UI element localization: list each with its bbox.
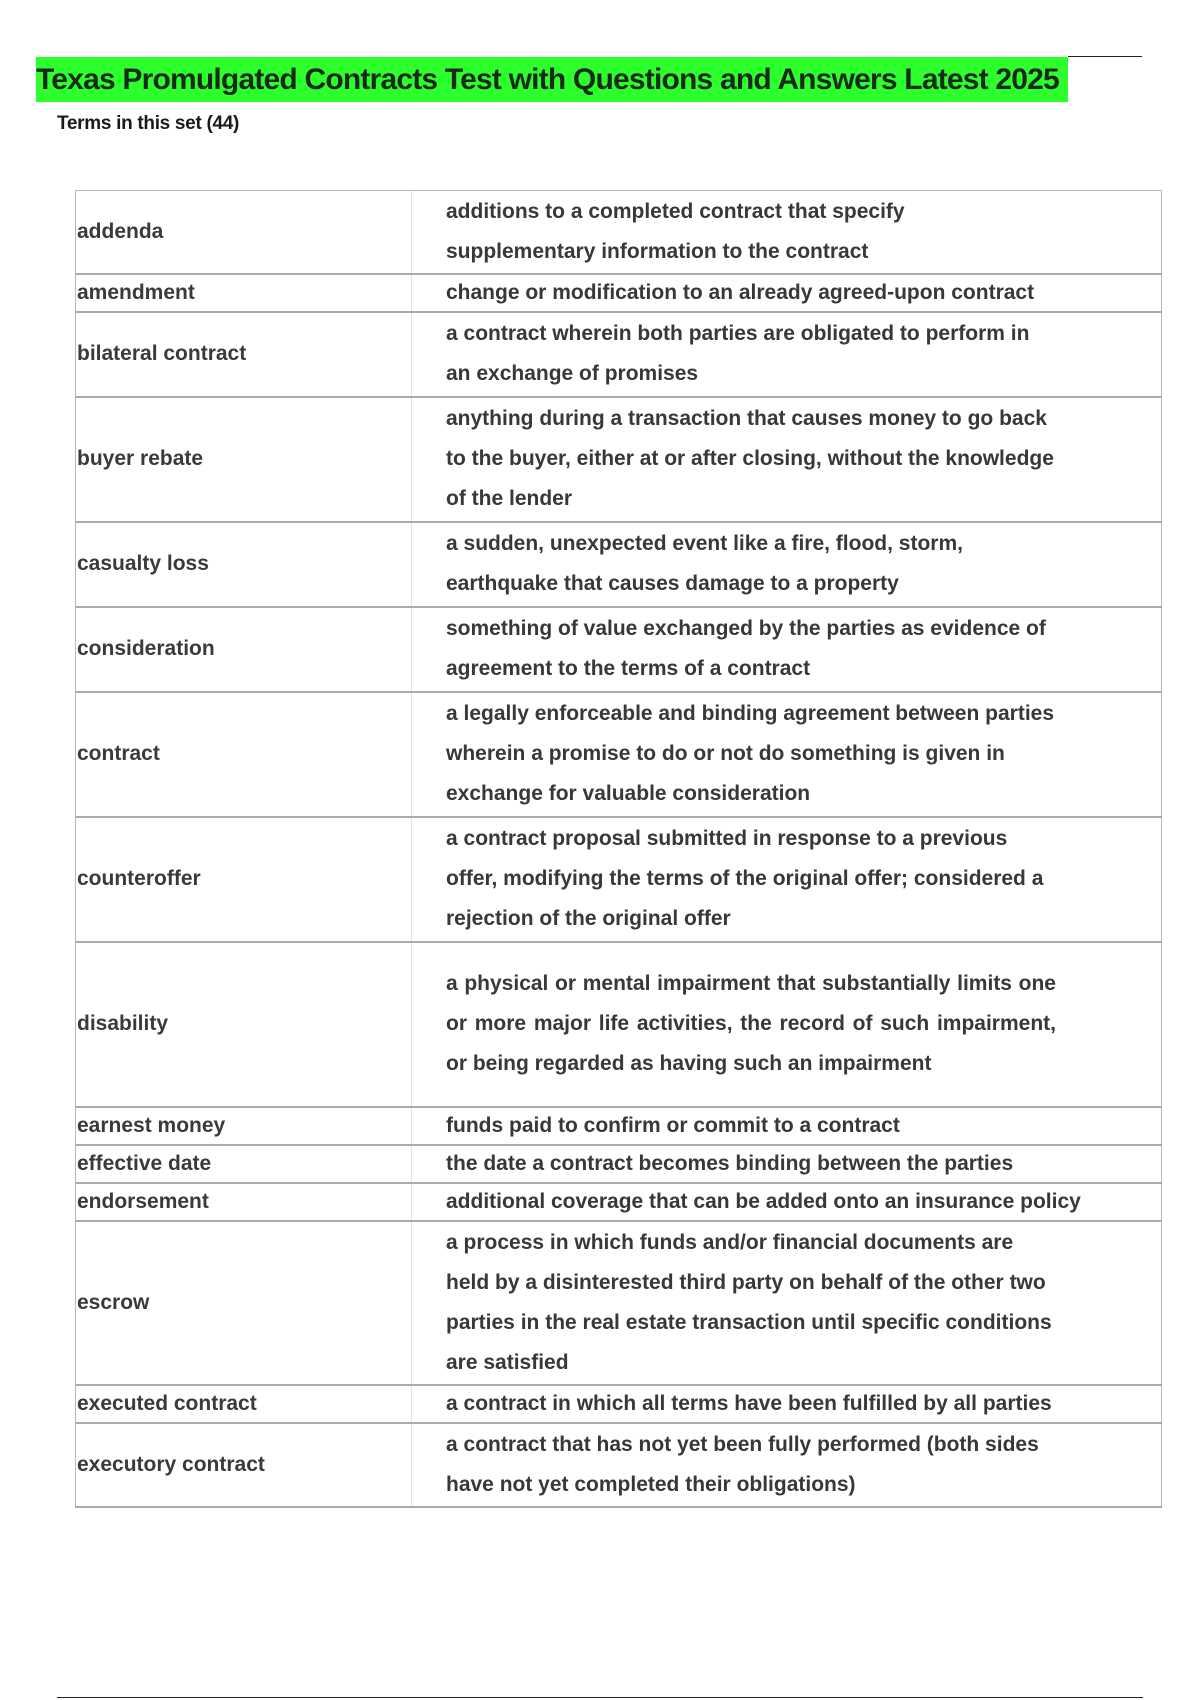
definition-cell xyxy=(412,1385,1162,1423)
table-row xyxy=(76,817,1162,942)
definition-cell xyxy=(412,522,1162,607)
table-row xyxy=(76,397,1162,522)
table-row xyxy=(76,1183,1162,1221)
definition-text: a legally enforceable and binding agreement between parties wherein a promise to do or not do something is given in exchange for valuable consideration xyxy=(446,702,1055,805)
term-cell: effective date xyxy=(76,1145,412,1183)
term-cell: executed contract xyxy=(76,1385,412,1423)
term-cell: buyer rebate xyxy=(76,397,412,522)
definition-cell xyxy=(412,1183,1162,1221)
definition-text: additional coverage that can be added onto an insurance policy xyxy=(446,1189,1081,1213)
definition-cell xyxy=(412,191,1162,274)
table-row xyxy=(76,522,1162,607)
definition-text: a contract wherein both parties are obligated to perform in an exchange of promises xyxy=(446,322,1030,385)
term-cell: counteroffer xyxy=(76,817,412,942)
table-row xyxy=(76,1385,1162,1423)
table-row xyxy=(76,1423,1162,1507)
definition-text: additions to a completed contract that specify supplementary information to the contract xyxy=(446,199,905,263)
definition-cell xyxy=(412,942,1162,1107)
definition-cell xyxy=(412,312,1162,397)
term-cell: amendment xyxy=(76,274,412,312)
term-cell: earnest money xyxy=(76,1107,412,1145)
term-cell: executory contract xyxy=(76,1423,412,1507)
table-row xyxy=(76,942,1162,1107)
bottom-rule xyxy=(57,1697,1143,1698)
definition-cell xyxy=(412,817,1162,942)
definition-cell xyxy=(412,1423,1162,1507)
term-cell: casualty loss xyxy=(76,522,412,607)
term-cell: disability xyxy=(76,942,412,1107)
term-cell: escrow xyxy=(76,1221,412,1385)
table-row xyxy=(76,274,1162,312)
term-cell: bilateral contract xyxy=(76,312,412,397)
definition-text: something of value exchanged by the parties as evidence of agreement to the terms of a contract xyxy=(446,617,1046,680)
table-row xyxy=(76,312,1162,397)
definition-text: a contract in which all terms have been fulfilled by all parties xyxy=(446,1391,1052,1415)
table-row xyxy=(76,1107,1162,1145)
table-row xyxy=(76,191,1162,274)
definition-text: a process in which funds and/or financial documents are held by a disinterested third party on behalf of the other two parties in the real estate transaction until specific conditions are satisfied xyxy=(446,1230,1052,1374)
definition-cell xyxy=(412,1221,1162,1385)
terms-count-label: Terms in this set (44) xyxy=(57,113,240,134)
terms-table xyxy=(75,190,1162,1508)
definition-cell xyxy=(412,607,1162,692)
definition-text: a contract that has not yet been fully performed (both sides have not yet completed their obligations) xyxy=(446,1432,1039,1496)
page-title: Texas Promulgated Contracts Test with Questions and Answers Latest 2025 xyxy=(36,63,1059,96)
term-cell: addenda xyxy=(76,191,412,274)
definition-text: a sudden, unexpected event like a fire, flood, storm, earthquake that causes damage to a property xyxy=(446,532,963,595)
table-row xyxy=(76,1221,1162,1385)
definition-text: change or modification to an already agreed-upon contract xyxy=(446,280,1035,304)
definition-text: funds paid to confirm or commit to a contract xyxy=(446,1113,900,1137)
definition-cell xyxy=(412,692,1162,817)
definition-cell xyxy=(412,397,1162,522)
term-cell: contract xyxy=(76,692,412,817)
definition-text: a physical or mental impairment that substantially limits one or more major life activities, the record of such impairment, or being regarded as having such an impairment xyxy=(446,972,1056,1075)
table-row xyxy=(76,692,1162,817)
definition-text: a contract proposal submitted in response to a previous offer, modifying the terms of the original offer; considered a rejection of the original offer xyxy=(446,827,1044,930)
definition-cell xyxy=(412,274,1162,312)
table-row xyxy=(76,1145,1162,1183)
top-rule xyxy=(1068,56,1142,57)
definition-cell xyxy=(412,1107,1162,1145)
definition-text: anything during a transaction that causes money to go back to the buyer, either at or after closing, without the knowledge of the lender xyxy=(446,407,1054,510)
term-cell: consideration xyxy=(76,607,412,692)
term-cell: endorsement xyxy=(76,1183,412,1221)
definition-cell xyxy=(412,1145,1162,1183)
table-row xyxy=(76,607,1162,692)
definition-text: the date a contract becomes binding between the parties xyxy=(446,1151,1014,1175)
